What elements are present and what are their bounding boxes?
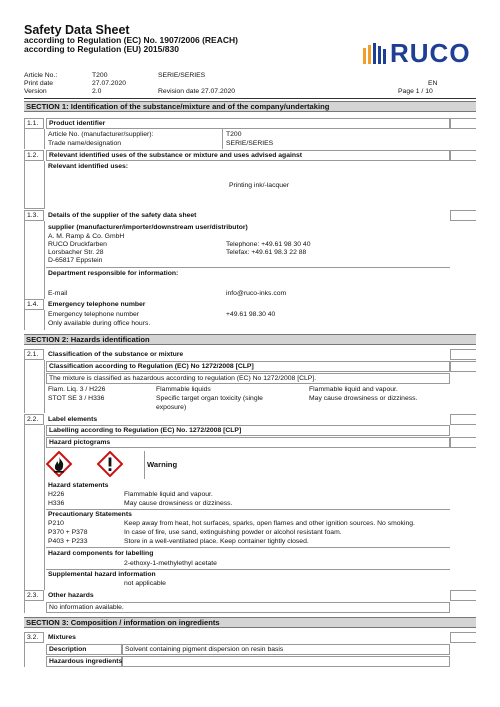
class-category: Flammable liquids	[156, 386, 211, 393]
rule	[24, 221, 25, 299]
document-title: Safety Data Sheet	[24, 23, 130, 37]
section-3-header: SECTION 3: Composition / information on ingredients	[24, 617, 476, 628]
class-code: Flam. Liq. 3 / H226	[48, 386, 106, 393]
precaution-text: Keep away from heat, hot surfaces, sparks, open flames and other ignition sources. No smoking.	[124, 520, 415, 527]
labelling-header: Labelling according to Regulation (EC) No. 1272/2008 [CLP]	[46, 425, 450, 436]
rule	[24, 129, 25, 149]
ruco-logo	[362, 38, 476, 68]
rule	[44, 129, 45, 149]
hazardous-ingredients-cell	[122, 656, 450, 667]
version-label: Version	[24, 88, 47, 95]
item-number: 2.2.	[24, 414, 44, 425]
item-number: 3.2.	[24, 632, 44, 643]
table-edge	[450, 414, 476, 425]
address-line: RUCO Druckfarben	[48, 241, 107, 248]
table-edge	[450, 632, 476, 643]
supplier-fax: Telefax: +49.61 98.3 22 88	[226, 249, 307, 256]
section-1-header: SECTION 1: Identification of the substance/mixture and of the company/undertaking	[24, 101, 476, 112]
pictograms-header: Hazard pictograms	[46, 437, 450, 448]
article-no-field-label: Article No. (manufacturer/supplier):	[48, 131, 154, 138]
relevant-uses-label: Relevant identified uses:	[48, 163, 129, 170]
rule	[24, 601, 25, 613]
rule	[46, 509, 450, 510]
rule	[46, 547, 450, 548]
rule	[44, 360, 45, 413]
precaution-text: Store in a well-ventilated place. Keep container tightly closed.	[124, 538, 309, 545]
hazard-text: May cause drowsiness or dizziness.	[124, 500, 233, 507]
logo-text: RUCO	[390, 38, 471, 68]
rule	[222, 129, 223, 149]
rule	[44, 425, 45, 555]
item-number: 2.1.	[24, 349, 44, 360]
signal-word: Warning	[147, 460, 178, 469]
print-date-label: Print date	[24, 80, 54, 87]
mixtures-header: Mixtures	[48, 634, 76, 641]
article-name: SERIE/SERIES	[158, 72, 206, 79]
address-line: D-65817 Eppstein	[48, 257, 103, 264]
email-value: info@ruco-inks.com	[226, 290, 287, 297]
supplemental-header: Supplemental hazard information	[48, 571, 156, 578]
precautionary-header: Precautionary Statements	[48, 511, 132, 518]
hazard-code: H336	[48, 500, 65, 507]
logo-bars-icon	[362, 43, 392, 67]
class-statement: Flammable liquid and vapour.	[309, 386, 398, 393]
relevant-uses-value: Printing ink/-lacquer	[229, 182, 290, 189]
table-edge	[450, 590, 476, 601]
hazard-components-header: Hazard components for labelling	[48, 550, 154, 557]
item-number: 1.1.	[24, 118, 44, 129]
item-number: 2.3.	[24, 590, 44, 601]
precaution-code: P403 + P233	[48, 538, 88, 545]
other-hazards-value: No information available.	[46, 602, 450, 613]
hazard-text: Flammable liquid and vapour.	[124, 491, 213, 498]
clp-note: The mixture is classified as hazardous according to regulation (EC) No 1272/2008 [CLP].	[46, 373, 450, 384]
item-number: 1.4.	[24, 299, 44, 310]
version-value: 2.0	[92, 88, 102, 95]
table-edge	[450, 210, 476, 221]
header-rule	[24, 98, 476, 99]
hazardous-ingredients-header: Hazardous ingredients	[46, 656, 122, 667]
rule	[46, 569, 450, 570]
trade-name-value: SERIE/SERIES	[226, 140, 274, 147]
precaution-code: P370 + P378	[48, 529, 88, 536]
table-edge	[450, 118, 476, 129]
table-edge	[450, 349, 476, 360]
article-no-label: Article No.:	[24, 72, 58, 79]
rule	[44, 310, 45, 330]
precaution-text: In case of fire, use sand, extinguishing powder or alcohol resistant foam.	[124, 529, 342, 536]
rule	[24, 360, 25, 413]
class-category-cont: exposure)	[156, 404, 187, 411]
table-edge	[450, 437, 476, 448]
emergency-label: Emergency telephone number	[48, 311, 140, 318]
emergency-header: Emergency telephone number	[48, 301, 146, 308]
department-label: Department responsible for information:	[48, 270, 179, 277]
other-hazards-header: Other hazards	[48, 592, 94, 599]
clp-classification-header: Classification according to Regulation (EC) No 1272/2008 [CLP]	[46, 361, 450, 372]
class-code: STOT SE 3 / H336	[48, 395, 105, 402]
rule	[24, 643, 25, 667]
product-identifier-header: Product identifier	[46, 118, 450, 129]
rule	[44, 221, 45, 299]
hazard-component: 2-ethoxy-1-methylethyl acetate	[124, 560, 217, 567]
hazard-code: H226	[48, 491, 65, 498]
uses-header: Relevant identified uses of the substance or mixture and uses advised against	[46, 150, 450, 161]
hazard-statements-header: Hazard statements	[48, 482, 109, 489]
class-category: Specific target organ toxicity (single	[156, 395, 263, 402]
revision-date: Revision date 27.07.2020	[158, 88, 236, 95]
email-label: E-mail	[48, 290, 68, 297]
cell-border	[24, 161, 45, 209]
rule	[24, 425, 25, 555]
emergency-value: +49.61 98.30 40	[226, 311, 276, 318]
supplier-details-header: Details of the supplier of the safety data sheet	[48, 212, 197, 219]
rule	[46, 267, 450, 268]
supplemental-value: not applicable	[124, 580, 166, 587]
class-statement: May cause drowsiness or dizziness.	[309, 395, 418, 402]
address-line: Lorsbacher Str. 28	[48, 249, 104, 256]
table-edge	[450, 150, 476, 161]
rule	[24, 310, 25, 330]
rule	[44, 548, 45, 590]
article-no-field-value: T200	[226, 131, 242, 138]
emergency-note: Only available during office hours.	[48, 320, 151, 327]
item-number: 1.2.	[24, 150, 44, 161]
exclamation-icon	[97, 451, 123, 477]
section-2-header: SECTION 2: Hazards identification	[24, 334, 476, 345]
table-edge	[450, 361, 476, 372]
flame-icon	[46, 451, 72, 477]
classification-header: Classification of the substance or mixture	[48, 351, 184, 358]
document-subtitle-eu: according to Regulation (EU) 2015/830	[24, 44, 179, 54]
page-number: Page 1 / 10	[398, 88, 433, 95]
trade-name-label: Trade name/designation	[48, 140, 122, 147]
article-no-value: T200	[92, 72, 108, 79]
description-value: Solvent containing pigment dispersion on resin basis	[122, 644, 450, 655]
address-line: A. M. Ramp & Co. GmbH	[48, 233, 125, 240]
rule	[24, 548, 25, 590]
supplier-phone: Telephone: +49.61 98 30 40	[226, 241, 311, 248]
supplier-label: supplier (manufacturer/importer/downstream user/distributor)	[48, 224, 248, 231]
precaution-code: P210	[48, 520, 64, 527]
label-elements-header: Label elements	[48, 416, 98, 423]
item-number: 1.3.	[24, 210, 44, 221]
print-date-value: 27.07.2020	[92, 80, 127, 87]
description-label: Description	[46, 644, 122, 655]
language-code: EN	[428, 80, 438, 87]
document-subtitle-reach: according to Regulation (EC) No. 1907/2006 (REACH)	[24, 35, 238, 45]
